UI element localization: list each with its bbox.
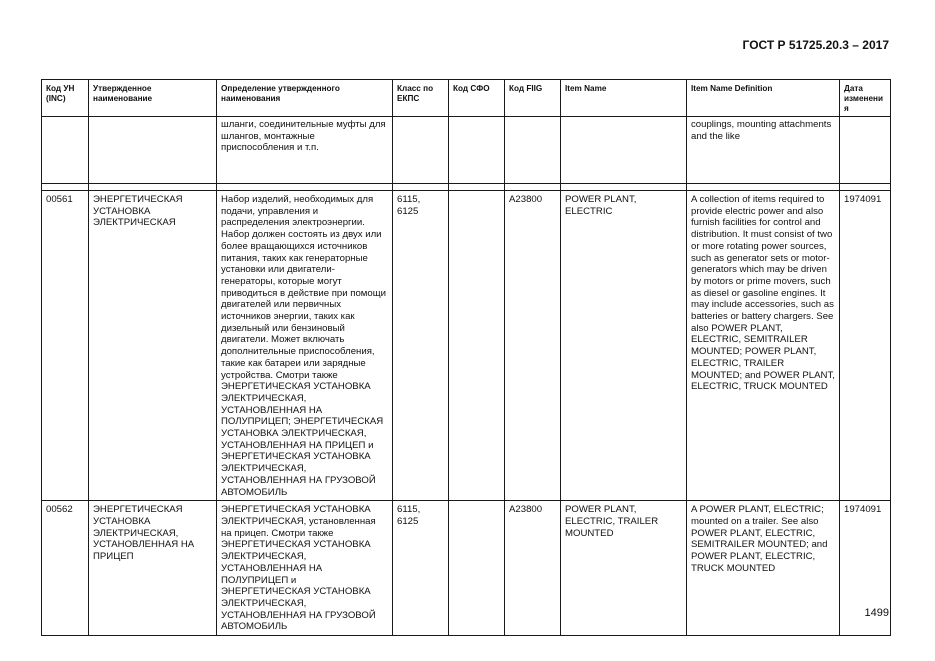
row-gap <box>42 184 891 191</box>
col-header-ekps: Класс по ЕКПС <box>393 80 449 117</box>
cell-inc: 00562 <box>42 501 89 636</box>
cell-ekps: 6115, 6125 <box>393 501 449 636</box>
cell-name-ru: ЭНЕРГЕТИЧЕСКАЯ УСТАНОВКА ЭЛЕКТРИЧЕСКАЯ, УСТАНОВЛЕННАЯ НА ПРИЦЕП <box>89 501 217 636</box>
continuation-row <box>42 117 891 184</box>
cell-item-name: POWER PLANT, ELECTRIC, TRAILER MOUNTED <box>561 501 687 636</box>
cell-item-name: POWER PLANT, ELECTRIC <box>561 191 687 501</box>
continuation-definition-ru: шланги, соединительные муфты для шлангов, монтажные приспособления и т.п. <box>217 117 393 184</box>
col-header-item-name: Item Name <box>561 80 687 117</box>
table-row <box>42 501 891 636</box>
cell-inc: 00561 <box>42 191 89 501</box>
continuation-definition-en: couplings, mounting attachments and the like <box>687 117 840 184</box>
cell-fiig: A23800 <box>505 501 561 636</box>
items-table <box>41 79 891 636</box>
cell-fiig: A23800 <box>505 191 561 501</box>
col-header-fiig: Код FIIG <box>505 80 561 117</box>
col-header-inc: Код УН (INC) <box>42 80 89 117</box>
cell-definition-ru: ЭНЕРГЕТИЧЕСКАЯ УСТАНОВКА ЭЛЕКТРИЧЕСКАЯ, установленная на прицеп. Смотри также ЭНЕРГЕТИЧЕСКАЯ УСТАНОВКА ЭЛЕКТРИЧЕСКАЯ, УСТАНОВЛЕННАЯ НА ПОЛУПРИЦЕП и ЭНЕРГЕТИЧЕСКАЯ УСТАНОВКА ЭЛЕКТРИЧЕСКАЯ, УСТАНОВЛЕННАЯ НА ГРУЗОВОЙ АВТОМОБИЛЬ <box>217 501 393 636</box>
table-row <box>42 191 891 501</box>
cell-date: 1974091 <box>840 191 891 501</box>
cell-ekps: 6115, 6125 <box>393 191 449 501</box>
cell-name-ru: ЭНЕРГЕТИЧЕСКАЯ УСТАНОВКА ЭЛЕКТРИЧЕСКАЯ <box>89 191 217 501</box>
cell-sfo <box>449 191 505 501</box>
document-standard-number: ГОСТ Р 51725.20.3 – 2017 <box>742 38 889 52</box>
cell-definition-ru: Набор изделий, необходимых для подачи, управления и распределения электроэнергии. Набор должен состоять из двух или более вращающихся источников питания, таких как генераторные установки или двигатели-генераторы, которые могут приводиться в действие при помощи двигателей или первичных источников энергии, таких как дизельный или бензиновый двигатели. Может включать дополнительные приспособления, такие как батареи или зарядные устройства. Смотри также ЭНЕРГЕТИЧЕСКАЯ УСТАНОВКА ЭЛЕКТРИЧЕСКАЯ, УСТАНОВЛЕННАЯ НА ПОЛУПРИЦЕП; ЭНЕРГЕТИЧЕСКАЯ УСТАНОВКА ЭЛЕКТРИЧЕСКАЯ, УСТАНОВЛЕННАЯ НА ПРИЦЕП и ЭНЕРГЕТИЧЕСКАЯ УСТАНОВКА ЭЛЕКТРИЧЕСКАЯ, УСТАНОВЛЕННАЯ НА ГРУЗОВОЙ АВТОМОБИЛЬ <box>217 191 393 501</box>
page-number: 1499 <box>864 607 889 619</box>
cell-item-definition: A collection of items required to provide electric power and also furnish facilities for control and distribution. It must consist of two or more rotating power sources, such as generator sets or motor-generators which may be driven by motors or prime movers, such as diesel or gasoline engines. It may include accessories, such as batteries or battery chargers. See also POWER PLANT, ELECTRIC, SEMITRAILER MOUNTED; POWER PLANT, ELECTRIC, TRAILER MOUNTED; and POWER PLANT, ELECTRIC, TRUCK MOUNTED <box>687 191 840 501</box>
cell-sfo <box>449 501 505 636</box>
col-header-item-definition: Item Name Definition <box>687 80 840 117</box>
col-header-date: Дата изменения <box>840 80 891 117</box>
table-header-row <box>42 80 891 117</box>
col-header-name-ru: Утвержденное наименование <box>89 80 217 117</box>
cell-date: 1974091 <box>840 501 891 636</box>
col-header-definition-ru: Определение утвержденного наименования <box>217 80 393 117</box>
col-header-sfo: Код СФО <box>449 80 505 117</box>
cell-item-definition: A POWER PLANT, ELECTRIC; mounted on a trailer. See also POWER PLANT, ELECTRIC, SEMITRAILER MOUNTED; and POWER PLANT, ELECTRIC, TRUCK MOUNTED <box>687 501 840 636</box>
